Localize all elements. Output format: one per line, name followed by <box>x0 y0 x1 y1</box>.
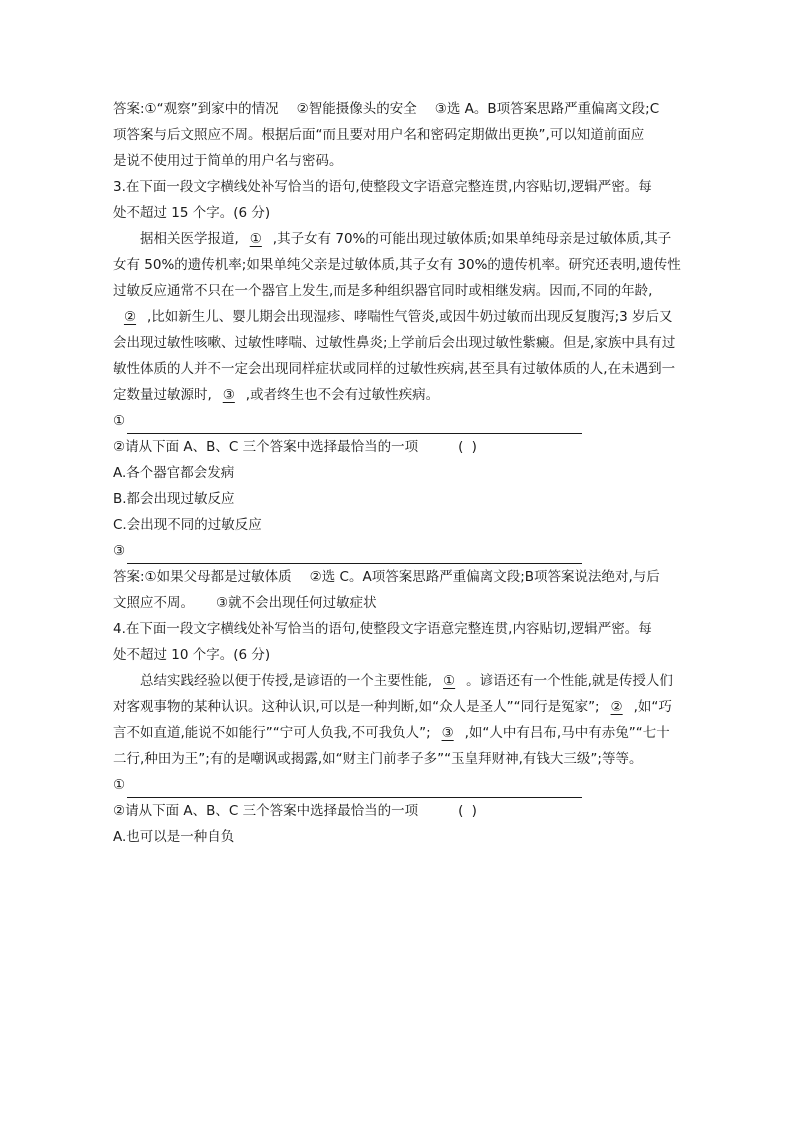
question-3-answer-line-3: ③ <box>113 538 683 564</box>
question-4-stem-line-2: 处不超过 10 个字。(6 分) <box>113 647 271 663</box>
question-4-passage: 总结实践经验以便于传授,是谚语的一个主要性能, ① 。谚语还有一个性能,就是传授人们对客观事物的某种认识。这种认识,可以是一种判断,如“众人是圣人”“同行是冤家”; ② ,如“巧言不如直道,能说不如能行”“宁可人负我,不可我负人”; ③ ,如“人中有吕布,马中有赤兔”“七十二行,种田为王”;有的是嘲讽或揭露,如“财主门前孝子多”“玉皇拜财神,有钱大三级”;等等。 <box>113 668 683 772</box>
question-4-option-a[interactable]: A.也可以是一种自负 <box>113 829 235 845</box>
question-3-blank-1: ① <box>249 231 262 247</box>
question-4-answer-line-1: ① <box>113 772 683 798</box>
answer-2-part-1: 答案:①“观察”到家中的情况 <box>113 101 279 117</box>
answer-2-line-2: 项答案与后文照应不周。根据后面“而且要对用户名和密码定期做出更换”,可以知道前面应 <box>113 127 645 143</box>
question-4-blank-3: ③ <box>441 725 454 741</box>
answer-blank-line[interactable] <box>127 415 582 434</box>
question-3-option-c[interactable]: C.会出现不同的过敏反应 <box>113 517 262 533</box>
question-4-blank-1: ① <box>443 673 456 689</box>
answer-3-line-1: 答案:①如果父母都是过敏体质 ②选 C。A项答案思路严重偏离文段;B项答案说法绝对,与后 <box>113 569 660 585</box>
question-4-choice-prompt: ②请从下面 A、B、C 三个答案中选择最恰当的一项 ( ) <box>113 803 479 819</box>
question-3-answer-line-1: ① <box>113 408 683 434</box>
question-4-stem-line-1: 4.在下面一段文字横线处补写恰当的语句,使整段文字语意完整连贯,内容贴切,逻辑严密。每 <box>113 621 652 637</box>
question-3-stem-line-2: 处不超过 15 个字。(6 分) <box>113 205 271 221</box>
question-3-blank-3: ③ <box>222 387 235 403</box>
answer-blank-line[interactable] <box>127 545 582 564</box>
question-3-option-b[interactable]: B.都会出现过敏反应 <box>113 491 235 507</box>
question-4-blank-2: ② <box>610 699 623 715</box>
question-3-passage: 据相关医学报道, ① ,其子女有 70%的可能出现过敏体质;如果单纯母亲是过敏体质,其子女有 50%的遗传机率;如果单纯父亲是过敏体质,其子女有 30%的遗传机率。研究还表明,遗传性过敏反应通常不只在一个器官上发生,而是多种组织器官同时或相继发病。因而,不同的年龄,② ,比如新生儿、婴儿期会出现湿疹、哮喘性气管炎,或因牛奶过敏而出现反复腹泻;3 岁后又会出现过敏性咳嗽、过敏性哮喘、过敏性鼻炎;上学前后会出现过敏性紫癜。但是,家族中具有过敏性体质的人并不一定会出现同样症状或同样的过敏性疾病,甚至具有过敏体质的人,在未遇到一定数量过敏源时, ③ ,或者终生也不会有过敏性疾病。 <box>113 226 683 408</box>
question-3-choice-prompt: ②请从下面 A、B、C 三个答案中选择最恰当的一项 ( ) <box>113 439 479 455</box>
question-3-option-a[interactable]: A.各个器官都会发病 <box>113 465 235 481</box>
document-page <box>113 96 683 850</box>
answer-2-part-3: ③选 A。B项答案思路严重偏离文段;C <box>434 101 660 117</box>
answer-2-line-3: 是说不使用过于简单的用户名与密码。 <box>113 153 343 169</box>
answer-blank-line[interactable] <box>127 779 582 798</box>
answer-2-part-2: ②智能摄像头的安全 <box>296 101 417 117</box>
answer-2-line-1 <box>113 96 683 122</box>
choice-answer-parentheses[interactable]: ( ) <box>458 803 479 819</box>
question-3-blank-2: ② <box>123 309 137 325</box>
answer-3-line-2: 文照应不周。 ③就不会出现任何过敏症状 <box>113 595 377 611</box>
choice-answer-parentheses[interactable]: ( ) <box>458 439 479 455</box>
question-3-stem-line-1: 3.在下面一段文字横线处补写恰当的语句,使整段文字语意完整连贯,内容贴切,逻辑严密。每 <box>113 179 652 195</box>
